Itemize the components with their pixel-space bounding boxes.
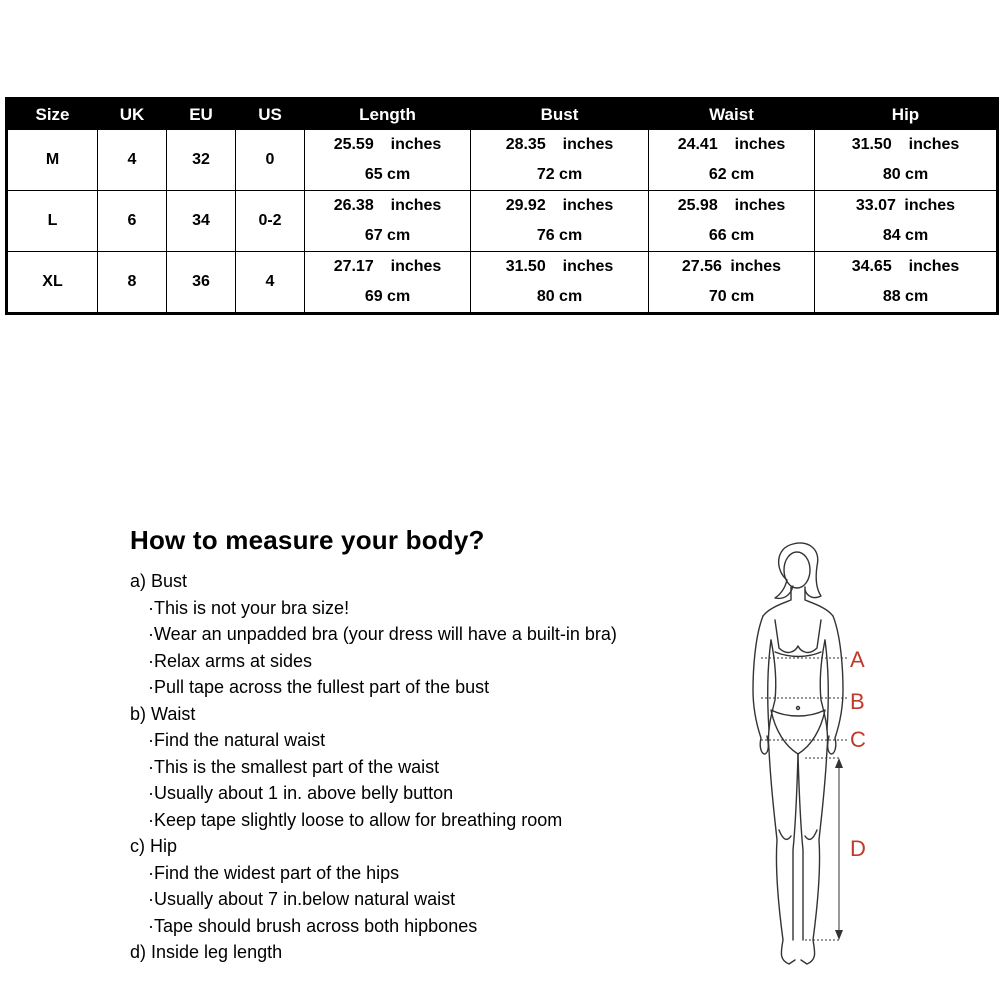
- table-row: [7, 130, 998, 161]
- length-inches: 27.17 inches: [305, 252, 471, 283]
- label-d: D: [850, 836, 866, 861]
- eu-cell: 36: [167, 252, 236, 314]
- us-cell: 0-2: [236, 191, 305, 252]
- waist-cm: 66 cm: [649, 221, 815, 252]
- header-size: Size: [7, 99, 98, 130]
- tip-item: ·Usually about 7 in.below natural waist: [148, 889, 456, 909]
- bust-inches: 28.35 inches: [471, 130, 649, 161]
- tip-item: ·Wear an unpadded bra (your dress will have a built-in bra): [148, 624, 617, 644]
- table-row: [7, 252, 998, 283]
- hip-cm: 88 cm: [815, 282, 998, 314]
- size-cell: XL: [7, 252, 98, 314]
- label-b: B: [850, 689, 865, 714]
- tip-item: ·Tape should brush across both hipbones: [148, 915, 478, 936]
- tip-item: ·Find the widest part of the hips: [148, 862, 400, 883]
- tip-item: ·Pull tape across the fullest part of the bust: [148, 677, 490, 697]
- bust-cm: 80 cm: [471, 282, 649, 314]
- us-cell: 4: [236, 252, 305, 314]
- section-heading-hip: c) Hip: [130, 836, 178, 856]
- tip-item: ·Usually about 1 in. above belly button: [148, 783, 454, 803]
- size-cell: L: [7, 191, 98, 252]
- tip-item: ·Relax arms at sides: [148, 650, 313, 671]
- tip-item: ·This is the smallest part of the waist: [148, 756, 440, 777]
- uk-cell: 4: [98, 130, 167, 191]
- waist-cm: 70 cm: [649, 282, 815, 314]
- waist-inches: 27.56 inches: [649, 252, 815, 283]
- length-inches: 25.59 inches: [305, 130, 471, 161]
- bust-inches: 31.50 inches: [471, 252, 649, 283]
- bust-cm: 76 cm: [471, 221, 649, 252]
- header-length: Length: [305, 99, 471, 130]
- length-cm: 65 cm: [305, 160, 471, 191]
- label-a: A: [850, 647, 865, 672]
- measurement-lines: [761, 658, 847, 940]
- waist-inches: 25.98 inches: [649, 191, 815, 222]
- body-measurement-figure: [735, 540, 875, 980]
- guide-title: How to measure your body?: [130, 525, 485, 555]
- header-hip: Hip: [815, 99, 998, 130]
- measurement-guide: [130, 525, 730, 966]
- section-heading-bust: a) Bust: [130, 571, 188, 591]
- header-eu: EU: [167, 99, 236, 130]
- size-chart-table: [5, 97, 999, 315]
- body-outline: [753, 543, 843, 964]
- bust-cm: 72 cm: [471, 160, 649, 191]
- header-us: US: [236, 99, 305, 130]
- header-waist: Waist: [649, 99, 815, 130]
- eu-cell: 32: [167, 130, 236, 191]
- eu-cell: 34: [167, 191, 236, 252]
- inside-leg-arrow: [835, 758, 843, 940]
- label-c: C: [850, 727, 866, 752]
- hip-inches: 33.07 inches: [815, 191, 998, 222]
- hip-cm: 84 cm: [815, 221, 998, 252]
- hip-inches: 31.50 inches: [815, 130, 998, 161]
- section-heading-inside-leg: d) Inside leg length: [130, 942, 283, 962]
- bust-inches: 29.92 inches: [471, 191, 649, 222]
- hip-cm: 80 cm: [815, 160, 998, 191]
- tip-item: ·Keep tape slightly loose to allow for breathing room: [148, 809, 563, 830]
- tip-item: ·Find the natural waist: [148, 730, 326, 750]
- hip-inches: 34.65 inches: [815, 252, 998, 283]
- uk-cell: 8: [98, 252, 167, 314]
- length-inches: 26.38 inches: [305, 191, 471, 222]
- tip-item: ·This is not your bra size!: [148, 597, 350, 618]
- uk-cell: 6: [98, 191, 167, 252]
- us-cell: 0: [236, 130, 305, 191]
- size-cell: M: [7, 130, 98, 191]
- table-header-row: [7, 99, 998, 130]
- table-row: [7, 191, 998, 222]
- length-cm: 67 cm: [305, 221, 471, 252]
- header-bust: Bust: [471, 99, 649, 130]
- length-cm: 69 cm: [305, 282, 471, 314]
- header-uk: UK: [98, 99, 167, 130]
- waist-inches: 24.41 inches: [649, 130, 815, 161]
- section-heading-waist: b) Waist: [130, 703, 196, 724]
- waist-cm: 62 cm: [649, 160, 815, 191]
